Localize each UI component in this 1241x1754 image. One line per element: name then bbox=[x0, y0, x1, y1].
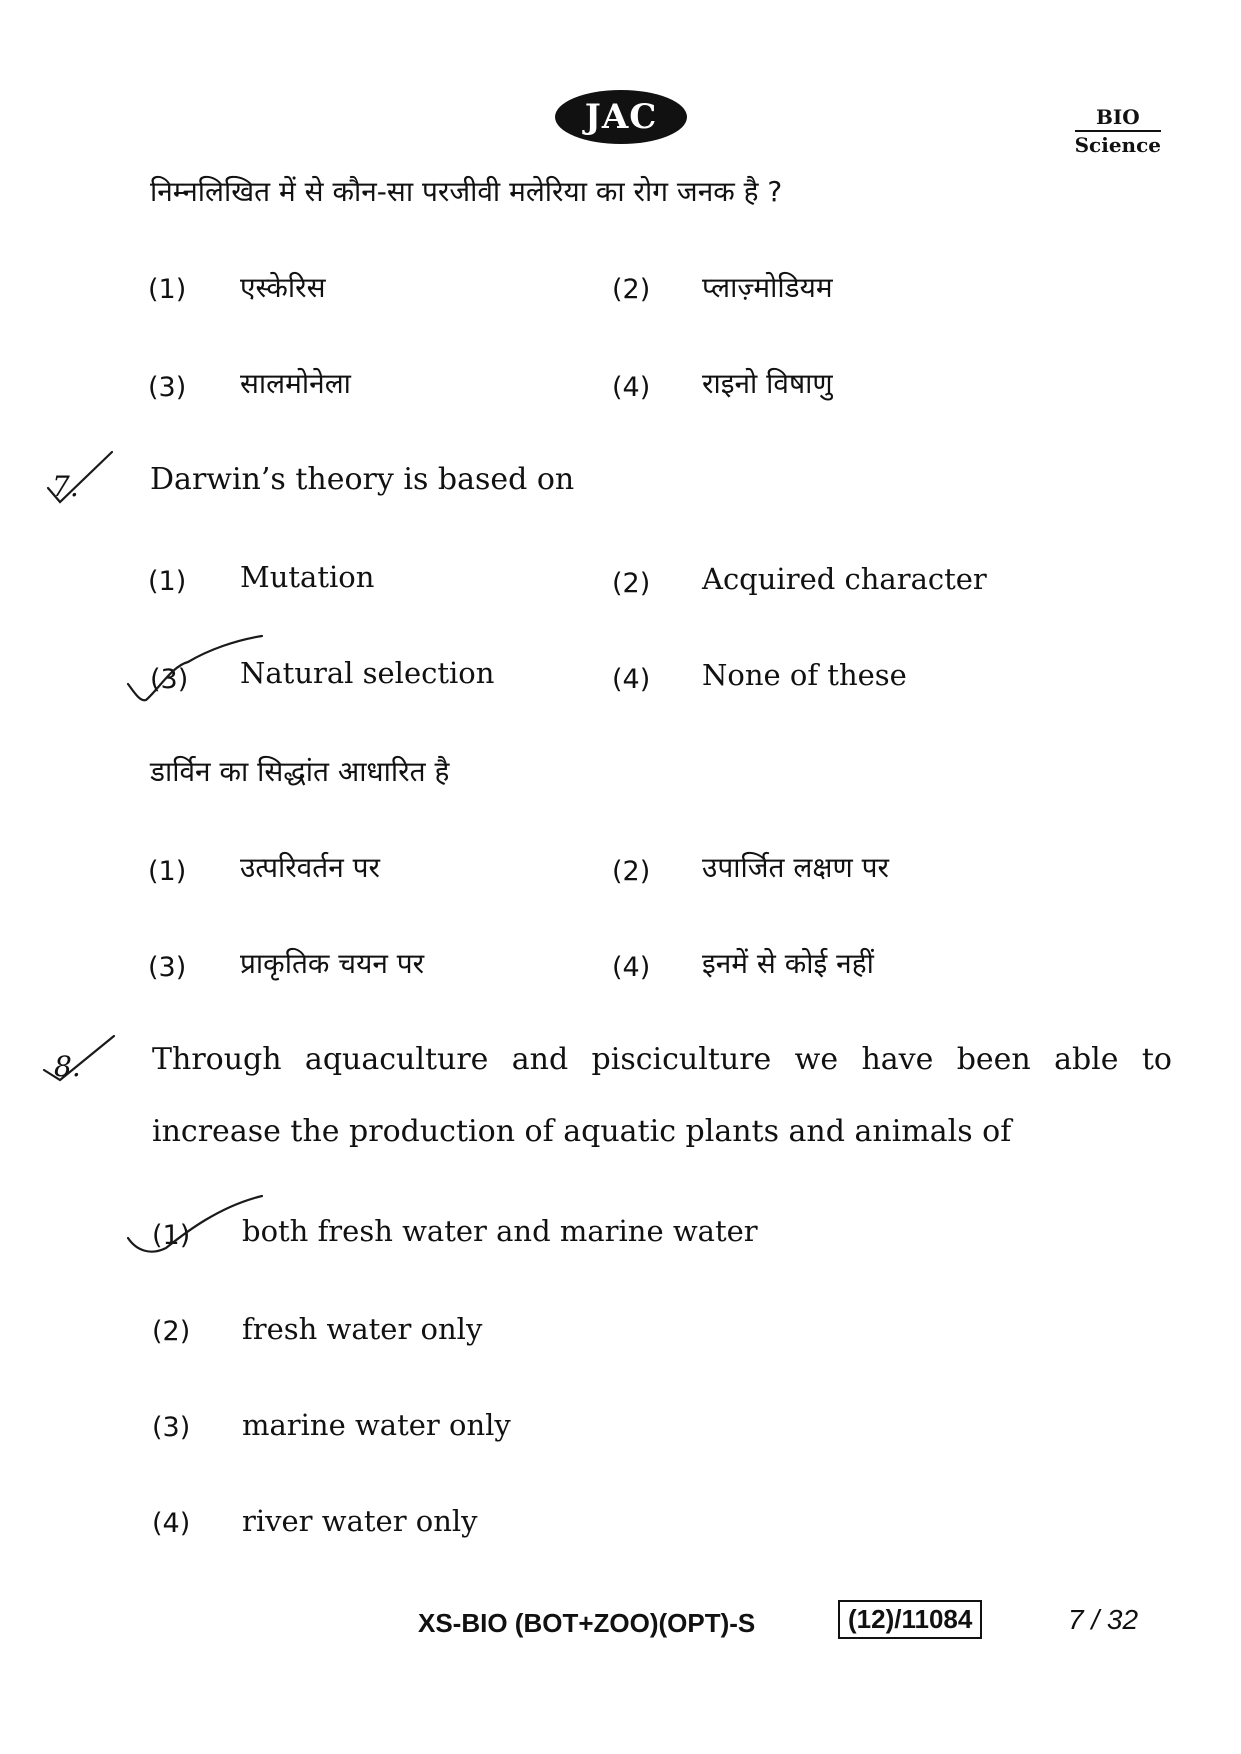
set-code-box: (12)/11084 bbox=[838, 1600, 982, 1639]
jac-logo: JAC bbox=[555, 90, 687, 144]
q6-hindi-question: निम्नलिखित में से कौन-सा परजीवी मलेरिया का रोग जनक है ? bbox=[150, 175, 783, 208]
q6-opt4-text: राइनो विषाणु bbox=[702, 367, 833, 400]
q7-opt2-text: Acquired character bbox=[702, 562, 987, 596]
q8-number: 8. bbox=[54, 1050, 81, 1083]
q8-opt4-num: (4) bbox=[152, 1508, 191, 1539]
q7-opt4-text: None of these bbox=[702, 658, 907, 692]
q7-number: 7. bbox=[52, 470, 79, 503]
q7-opt2-num: (2) bbox=[612, 568, 651, 599]
q6-opt3-text: सालमोनेला bbox=[240, 367, 351, 400]
q8-question-line2: increase the production of aquatic plants and animals of bbox=[152, 1114, 1012, 1149]
q7-hindi-opt1-num: (1) bbox=[148, 856, 187, 887]
q7-hindi-opt3-num: (3) bbox=[148, 952, 187, 983]
q7-hindi-question: डार्विन का सिद्धांत आधारित है bbox=[150, 755, 450, 788]
q7-hindi-opt3-text: प्राकृतिक चयन पर bbox=[240, 947, 425, 980]
q6-opt3-num: (3) bbox=[148, 372, 187, 403]
q6-opt1-text: एस्केरिस bbox=[240, 271, 326, 304]
q8-opt1-text: both fresh water and marine water bbox=[242, 1214, 758, 1248]
q8-opt3-num: (3) bbox=[152, 1412, 191, 1443]
q8-opt2-text: fresh water only bbox=[242, 1312, 483, 1346]
q7-hindi-opt4-num: (4) bbox=[612, 952, 651, 983]
q7-opt4-num: (4) bbox=[612, 664, 651, 695]
q7-hindi-opt4-text: इनमें से कोई नहीं bbox=[702, 947, 874, 980]
q6-opt2-num: (2) bbox=[612, 274, 651, 305]
q6-opt1-num: (1) bbox=[148, 274, 187, 305]
q8-question-line1: Through aquaculture and pisciculture we have been able to bbox=[152, 1042, 1172, 1077]
q7-hindi-opt2-text: उपार्जित लक्षण पर bbox=[702, 851, 889, 884]
q6-opt4-num: (4) bbox=[612, 372, 651, 403]
subject-tag bbox=[1075, 104, 1161, 158]
q8-opt2-num: (2) bbox=[152, 1316, 191, 1347]
q6-opt2-text: प्लाज़्मोडियम bbox=[702, 271, 833, 304]
q8-opt4-text: river water only bbox=[242, 1504, 478, 1538]
q7-opt3-text: Natural selection bbox=[240, 656, 495, 690]
q7-hindi-opt1-text: उत्परिवर्तन पर bbox=[240, 851, 380, 884]
paper-code: XS-BIO (BOT+ZOO)(OPT)-S bbox=[418, 1608, 756, 1638]
q7-opt3-num: (3) bbox=[150, 664, 189, 695]
q8-opt3-text: marine water only bbox=[242, 1408, 511, 1442]
q7-question: Darwin’s theory is based on bbox=[150, 462, 575, 497]
page-number: 7 / 32 bbox=[1068, 1604, 1139, 1635]
q7-opt1-num: (1) bbox=[148, 566, 187, 597]
q8-opt1-num: (1) bbox=[152, 1220, 191, 1251]
subject-tag-top: BIO bbox=[1075, 104, 1161, 132]
q7-opt1-text: Mutation bbox=[240, 560, 375, 594]
q7-hindi-opt2-num: (2) bbox=[612, 856, 651, 887]
subject-tag-bottom: Science bbox=[1074, 133, 1161, 157]
